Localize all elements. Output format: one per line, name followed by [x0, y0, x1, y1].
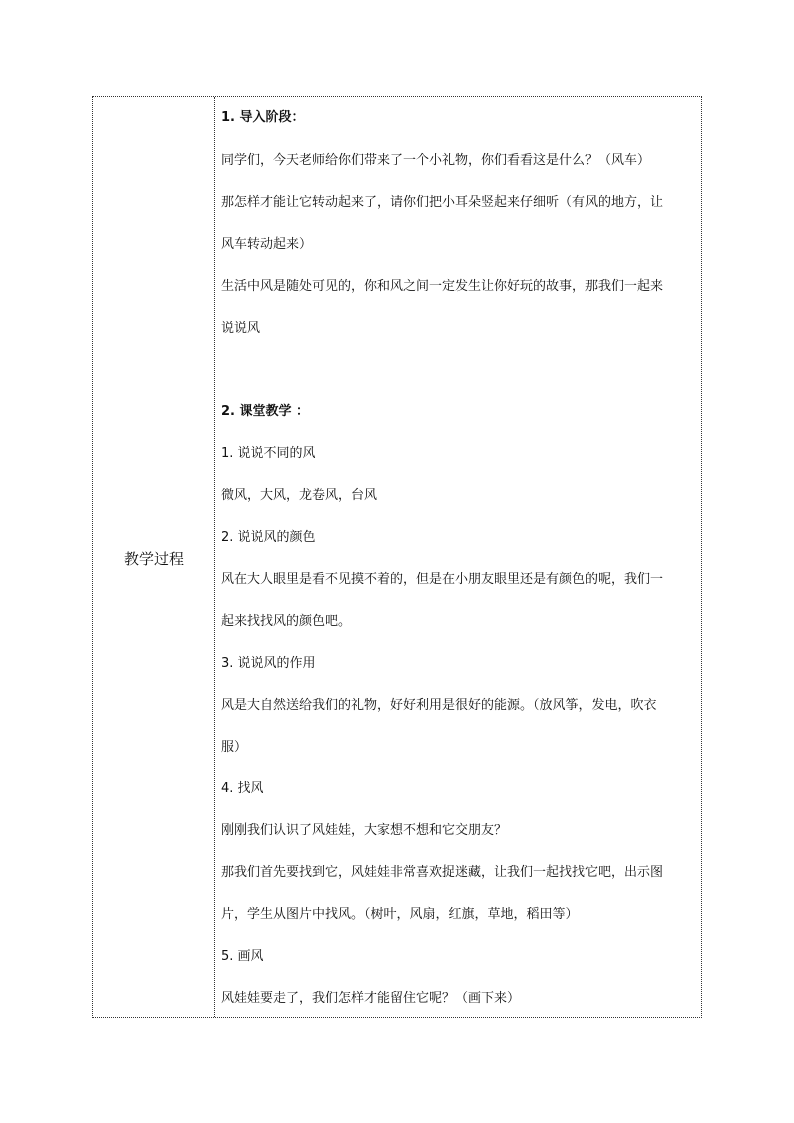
text-line: 服）: [221, 740, 248, 755]
text-line: 2. 说说风的颜色: [221, 530, 316, 545]
text-line: 1. 说说不同的风: [221, 446, 316, 461]
label-cell: [93, 97, 215, 1017]
text-line: 起来找找风的颜色吧。: [221, 614, 352, 629]
text-line: 风车转动起来）: [221, 237, 313, 252]
text-line: 说说风: [221, 321, 261, 336]
section-label: 教学过程: [123, 550, 184, 568]
heading-intro: 1. 导入阶段：: [221, 110, 305, 125]
text-line: 4. 找风: [221, 781, 264, 796]
text-line: 生活中风是随处可见的，你和风之间一定发生让你好玩的故事，那我们一起来: [221, 279, 664, 294]
heading-teaching: 2. 课堂教学 ：: [221, 404, 310, 419]
text-line: 5. 画风: [221, 949, 264, 964]
text-line: 刚刚我们认识了风娃娃，大家想不想和它交朋友？: [221, 823, 508, 838]
text-line: 风在大人眼里是看不见摸不着的，但是在小朋友眼里还是有颜色的呢，我们一: [221, 572, 664, 587]
text-line: 那怎样才能让它转动起来了，请你们把小耳朵竖起来仔细听（有风的地方，让: [221, 195, 664, 210]
text-line: 微风，大风，龙卷风，台风: [221, 488, 378, 503]
text-line: 片，学生从图片中找风。（树叶，风扇，红旗，草地，稻田等）: [221, 907, 579, 922]
text-line: 风娃娃要走了，我们怎样才能留住它呢？（画下来）: [221, 991, 521, 1006]
text-line: 那我们首先要找到它，风娃娃非常喜欢捉迷藏，让我们一起找找它吧，出示图: [221, 865, 664, 880]
text-line: 3. 说说风的作用: [221, 656, 316, 671]
text-line: 风是大自然送给我们的礼物，好好利用是很好的能源。（放风筝，发电，吹衣: [221, 698, 657, 713]
text-line: 同学们，今天老师给你们带来了一个小礼物，你们看看这是什么？（风车）: [221, 153, 651, 168]
